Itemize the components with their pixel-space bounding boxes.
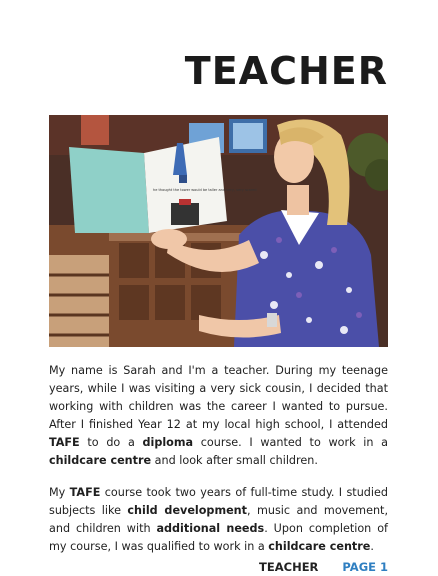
bold-term: TAFE xyxy=(69,486,101,499)
bold-term: additional needs xyxy=(156,522,265,535)
text-span: and look after small children. xyxy=(151,454,318,467)
text-span: . xyxy=(370,540,374,553)
body-text xyxy=(49,362,388,570)
bold-term: childcare centre xyxy=(268,540,371,553)
paragraph-1 xyxy=(49,362,388,470)
text-span: , music and movement, and children with xyxy=(49,504,388,535)
book-caption: he thought the tower would be taller and very, very scared xyxy=(153,188,257,192)
text-span: My xyxy=(49,486,70,499)
page-number: PAGE 1 xyxy=(342,560,388,574)
text-span: My name is Sarah and I'm a teacher. During my teenage years, while I was visiting a very sick cousin, I decided that working with children was the career I wanted to pursue. After I finished Year 12 at my local high school, I attended xyxy=(49,364,388,431)
text-span: course. I wanted to work in a xyxy=(193,436,388,449)
text-span: to do a xyxy=(79,436,143,449)
text-span: . Upon completion of my course, I was qualified to work in a xyxy=(49,522,388,553)
bold-term: diploma xyxy=(142,436,194,449)
page-footer xyxy=(259,560,388,574)
teacher-photo xyxy=(49,115,388,347)
page-title: TEACHER xyxy=(184,49,388,93)
bold-term: childcare centre xyxy=(49,454,152,467)
bold-term: child development xyxy=(127,504,247,517)
paragraph-2 xyxy=(49,484,388,556)
footer-label: TEACHER xyxy=(259,560,319,574)
bold-term: TAFE xyxy=(49,436,80,449)
text-span: course took two years of full-time study. I studied subjects like xyxy=(49,486,388,517)
